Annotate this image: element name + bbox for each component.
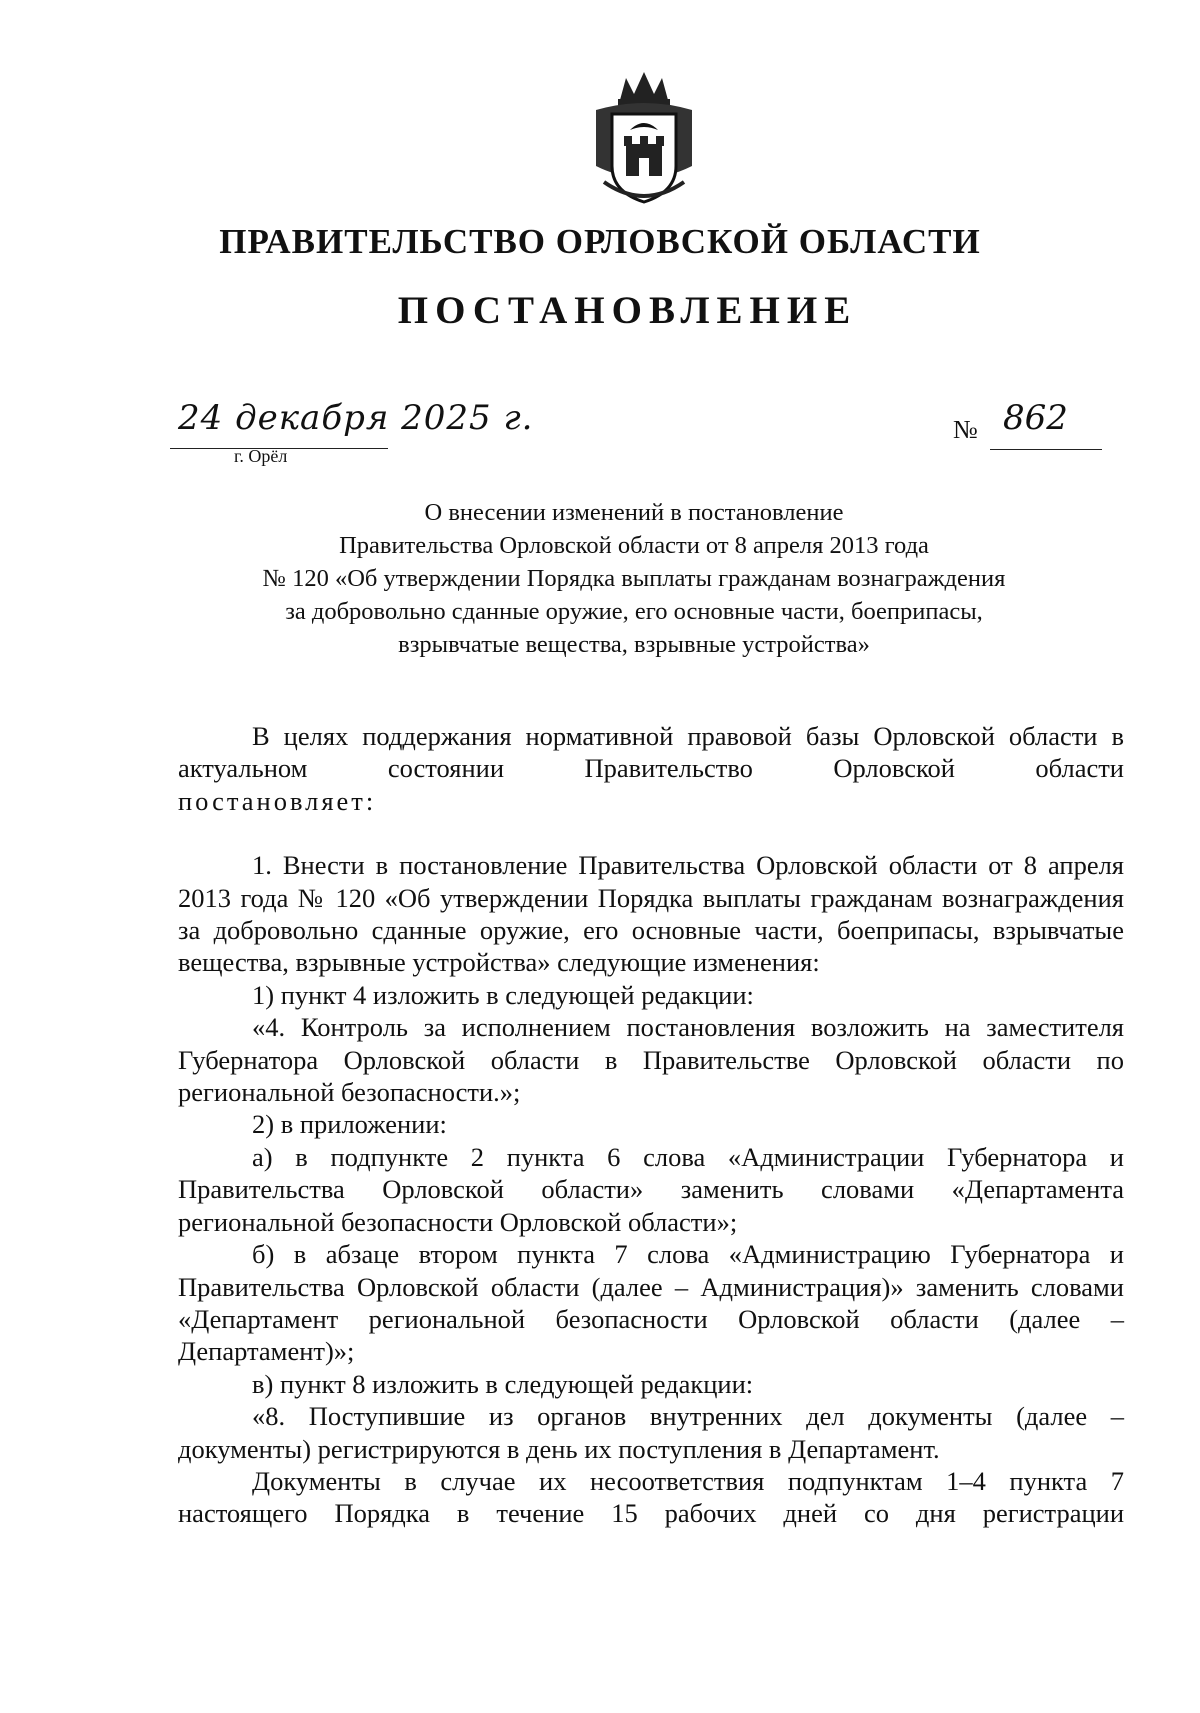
paragraph: «4. Контроль за исполнением постановления возложить на заместителя Губернатора Орловской области в Правительстве Орловской области по региональной безопасности.»; (178, 1012, 1124, 1108)
document-subject (200, 496, 1068, 661)
document-number: 862 (1003, 398, 1068, 438)
paragraph: 1. Внести в постановление Правительства Орловской области от 8 апреля 2013 года № 120 «Об утверждении Порядка выплаты гражданам вознаграждения за добровольно сданные оружие, его основные части, боеприпасы, взрывчатые вещества, взрывные устройства» следующие изменения: (178, 850, 1124, 978)
coat-of-arms-icon (590, 70, 698, 208)
paragraph: а) в подпункте 2 пункта 6 слова «Администрации Губернатора и Правительства Орловской области» заменить словами «Департамента региональной безопасности Орловской области»; (178, 1141, 1124, 1237)
subject-line: за добровольно сданные оружие, его основные части, боеприпасы, (285, 598, 983, 625)
paragraph: Документы в случае их несоответствия подпунктам 1–4 пункта 7 настоящего Порядка в течение 15 рабочих дней со дня регистрации (178, 1465, 1124, 1529)
subject-line: Правительства Орловской области от 8 апреля 2013 года (339, 532, 929, 559)
paragraph: 1) пункт 4 изложить в следующей редакции: (252, 979, 754, 1010)
preamble: В целях поддержания нормативной правовой базы Орловской области в актуальном состоянии Правительство Орловской области (178, 721, 1124, 784)
subject-line: взрывчатые вещества, взрывные устройства» (398, 631, 870, 658)
city: г. Орёл (234, 446, 288, 466)
subject-line: О внесении изменений в постановление (424, 499, 844, 526)
document-type: ПОСТАНОВЛЕНИЕ (397, 289, 858, 332)
subject-line: № 120 «Об утверждении Порядка выплаты гражданам вознаграждения (262, 565, 1006, 592)
preamble-end: постановляет: (178, 785, 377, 816)
document-body (178, 720, 1124, 1530)
paragraph: «8. Поступившие из органов внутренних дел документы (далее – документы) регистрируются в день их поступления в Департамент. (178, 1401, 1124, 1464)
organization-name: ПРАВИТЕЛЬСТВО ОРЛОВСКОЙ ОБЛАСТИ (219, 222, 981, 261)
paragraph: в) пункт 8 изложить в следующей редакции: (252, 1368, 754, 1399)
number-underline (990, 449, 1102, 450)
paragraph: б) в абзаце втором пункта 7 слова «Администрацию Губернатора и Правительства Орловской области (далее – Администрация)» заменить словами «Департамент региональной безопасности Орловской области (далее – Департамент)»; (178, 1239, 1124, 1367)
document-date: 24 декабря 2025 г. (178, 398, 534, 438)
number-label: № (953, 415, 978, 444)
paragraph: 2) в приложении: (252, 1109, 447, 1140)
